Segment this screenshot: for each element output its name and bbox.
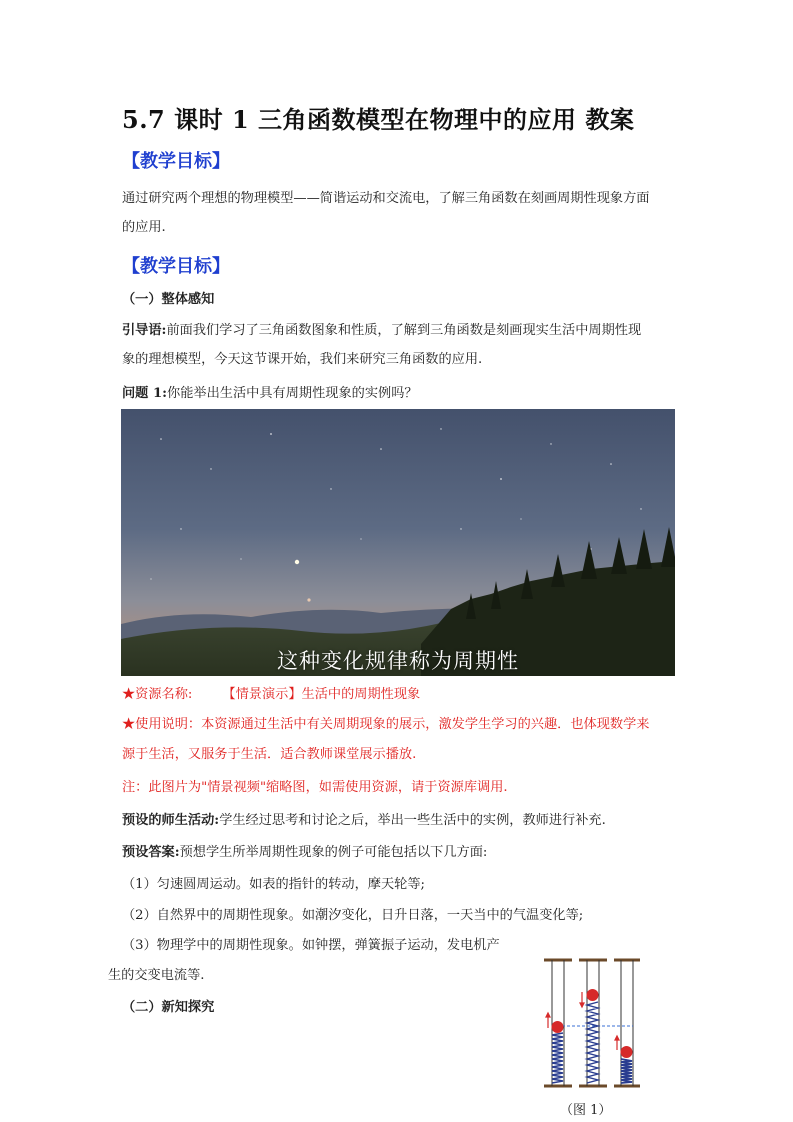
answer-item-1: （1）匀速圆周运动。如表的指针的转动，摩天轮等;	[122, 877, 425, 892]
subheading-overview: （一）整体感知	[122, 292, 215, 307]
objectives-text-line1: 通过研究两个理想的物理模型——简谐运动和交流电，了解三角函数在刻画周期性现象方面	[122, 191, 650, 206]
page-title: 5.7 课时 1 三角函数模型在物理中的应用 教案	[122, 105, 635, 134]
question-1-label: 问题 1:	[122, 386, 168, 401]
subheading-new-knowledge: （二）新知探究	[122, 1000, 215, 1015]
resource-name-value: 【情景演示】生活中的周期性现象	[222, 687, 421, 702]
night-sky-landscape-image	[121, 409, 675, 676]
spring-oscillator-figure	[541, 956, 642, 1092]
activity-label: 预设的师生活动:	[122, 813, 220, 828]
activity-text: 学生经过思考和讨论之后，举出一些生活中的实例，教师进行补充.	[219, 813, 606, 828]
intro-label: 引导语:	[122, 323, 167, 338]
resource-usage-line1: ★使用说明：本资源通过生活中有关周期现象的展示，激发学生学习的兴趣．也体现数学来	[122, 717, 650, 732]
section-heading-objectives-2: 【教学目标】	[122, 256, 230, 277]
answer-item-3: （3）物理学中的周期性现象。如钟摆，弹簧振子运动，发电机产	[122, 938, 500, 953]
answer-text: 预想学生所举周期性现象的例子可能包括以下几方面:	[179, 845, 488, 860]
video-thumbnail[interactable]	[121, 409, 675, 676]
answer-item-3-cont: 生的交变电流等.	[108, 968, 205, 983]
question-1	[122, 385, 418, 402]
figure-caption: （图 1）	[560, 1103, 612, 1118]
activity-line	[122, 812, 606, 829]
answer-item-2: （2）自然界中的周期性现象。如潮汐变化，日升日落，一天当中的气温变化等;	[122, 908, 584, 923]
resource-note: 注：此图片为"情景视频"缩略图，如需使用资源，请于资源库调用.	[122, 780, 508, 795]
section-heading-objectives: 【教学目标】	[122, 151, 230, 172]
resource-name-label: ★资源名称:	[122, 687, 193, 702]
answer-label: 预设答案:	[122, 845, 180, 860]
intro-line2: 象的理想模型，今天这节课开始，我们来研究三角函数的应用.	[122, 352, 483, 367]
answer-line	[122, 844, 487, 861]
resource-name	[122, 686, 420, 703]
intro-line1	[122, 322, 641, 339]
intro-text: 前面我们学习了三角函数图象和性质，了解到三角函数是刻画现实生活中周期性现	[166, 323, 642, 338]
objectives-text-line2: 的应用.	[122, 220, 166, 235]
resource-usage-line2: 源于生活，又服务于生活．适合教师课堂展示播放.	[122, 747, 417, 762]
question-1-text: 你能举出生活中具有周期性现象的实例吗？	[167, 386, 418, 401]
video-caption: 这种变化规律称为周期性	[277, 649, 519, 673]
